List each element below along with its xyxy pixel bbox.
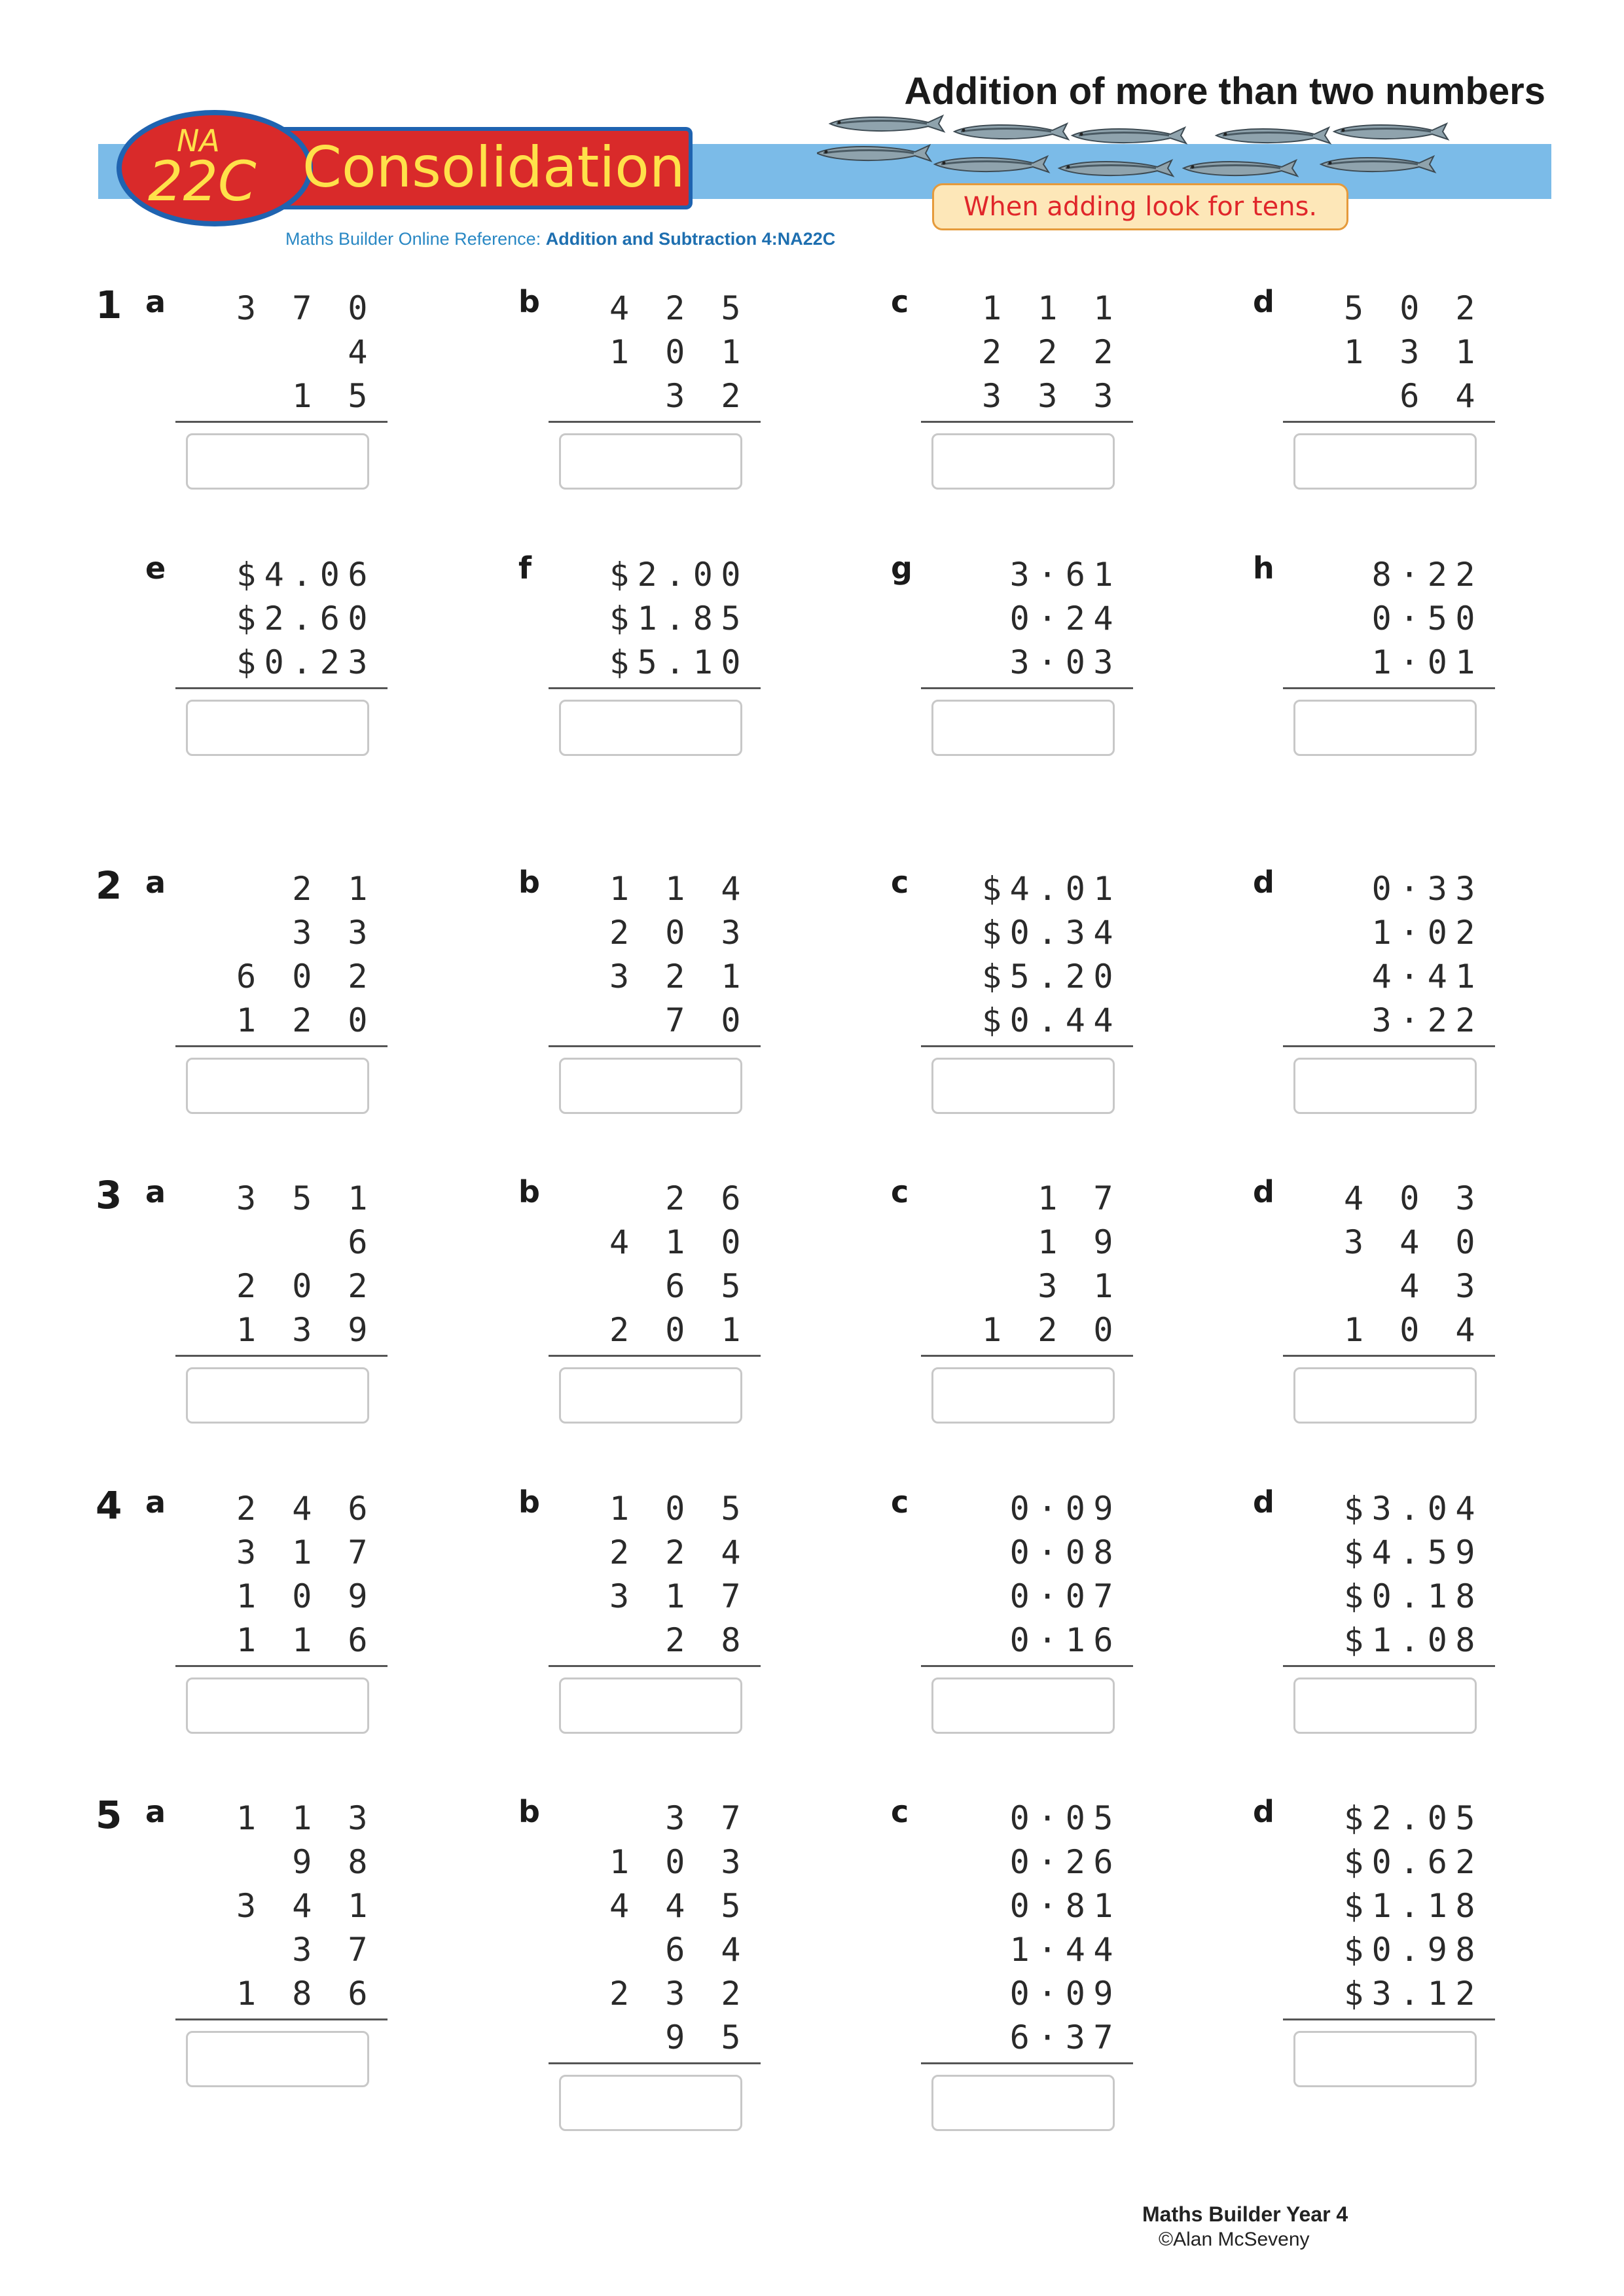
addend-line: 6 4 — [609, 1931, 749, 1969]
addend-line: $0.18 — [1343, 1577, 1483, 1615]
answer-box[interactable] — [186, 700, 369, 756]
sum-rule — [175, 2018, 388, 2020]
sum-rule — [549, 1045, 761, 1047]
problem-label: h — [1253, 550, 1274, 586]
addend-column — [175, 553, 388, 756]
addend-line: 2 2 2 — [981, 333, 1121, 371]
problem-label: c — [891, 1174, 909, 1210]
answer-box[interactable] — [559, 433, 742, 490]
problem-label: a — [145, 284, 166, 319]
addend-line: 2 1 — [236, 870, 376, 908]
addend-line: 1 1 6 — [236, 1621, 376, 1659]
addend-line: 2 4 6 — [236, 1490, 376, 1528]
addend-line: 4 2 5 — [609, 289, 749, 327]
problem-label: c — [891, 865, 909, 900]
sum-rule — [175, 1045, 388, 1047]
addend-line: 6 5 — [609, 1267, 749, 1305]
addend-line: 3 3 3 — [981, 377, 1121, 415]
page-title: Addition of more than two numbers — [904, 70, 1545, 113]
sum-rule — [175, 421, 388, 423]
addend-line: 1 0 9 — [236, 1577, 376, 1615]
addend-line: 0·09 — [1009, 1975, 1121, 2013]
addend-line: $3.12 — [1343, 1975, 1483, 2013]
answer-box[interactable] — [1293, 1677, 1477, 1734]
addend-line: $0.98 — [1343, 1931, 1483, 1969]
answer-box[interactable] — [1293, 1367, 1477, 1424]
addend-line: $3.04 — [1343, 1490, 1483, 1528]
addend-line: 1 7 — [981, 1179, 1121, 1217]
answer-box[interactable] — [559, 1367, 742, 1424]
footer-book-title: Maths Builder Year 4 — [1142, 2202, 1348, 2226]
addend-line: 5 0 2 — [1343, 289, 1483, 327]
addend-line: 1 5 — [236, 377, 376, 415]
answer-box[interactable] — [931, 1058, 1115, 1114]
addend-line: 3 2 — [609, 377, 749, 415]
answer-box[interactable] — [1293, 433, 1477, 490]
problem-label: b — [518, 865, 540, 900]
problem-label: e — [145, 550, 166, 586]
addend-line: 4·41 — [1371, 958, 1483, 996]
addend-line: 2 2 4 — [609, 1534, 749, 1571]
addend-line: 1 0 1 — [609, 333, 749, 371]
addend-line: 1 1 3 — [236, 1799, 376, 1837]
lesson-code-number: 22C — [148, 149, 257, 213]
answer-box[interactable] — [186, 1058, 369, 1114]
addend-column — [921, 1797, 1133, 2131]
addend-line: 6 0 2 — [236, 958, 376, 996]
answer-box[interactable] — [931, 2075, 1115, 2131]
problem-label: a — [145, 865, 166, 900]
addend-line: 1 0 3 — [609, 1843, 749, 1881]
answer-box[interactable] — [1293, 2031, 1477, 2087]
addend-line: 1 3 1 — [1343, 333, 1483, 371]
addend-line: 8·22 — [1371, 556, 1483, 594]
problem-label: c — [891, 284, 909, 319]
addend-line: 1 0 5 — [609, 1490, 749, 1528]
addend-column — [549, 553, 761, 756]
addend-line: 1·02 — [1371, 914, 1483, 952]
addend-line: 7 0 — [609, 1001, 749, 1039]
addend-line: $4.01 — [981, 870, 1121, 908]
addend-column — [175, 1177, 388, 1424]
tip-box: When adding look for tens. — [932, 183, 1348, 230]
addend-line: $1.85 — [609, 600, 749, 637]
addend-line: 2 0 3 — [609, 914, 749, 952]
sum-rule — [549, 687, 761, 689]
addend-line: $2.05 — [1343, 1799, 1483, 1837]
addend-line: 4 4 5 — [609, 1887, 749, 1925]
question-number: 4 — [96, 1483, 122, 1528]
problem-label: f — [518, 550, 532, 586]
addend-column — [921, 1177, 1133, 1424]
problem-label: a — [145, 1174, 166, 1210]
online-reference-topic: Addition and Subtraction 4:NA22C — [545, 229, 836, 249]
answer-box[interactable] — [559, 2075, 742, 2131]
addend-line: 6·37 — [1009, 2018, 1121, 2056]
problem-label: b — [518, 1174, 540, 1210]
addend-line: 1·01 — [1371, 643, 1483, 681]
addend-line: $4.06 — [236, 556, 376, 594]
addend-column — [1283, 1177, 1495, 1424]
sum-rule — [549, 1355, 761, 1357]
addend-column — [549, 1797, 761, 2131]
addend-line: 4 0 3 — [1343, 1179, 1483, 1217]
problem-label: c — [891, 1484, 909, 1520]
addend-line: $2.00 — [609, 556, 749, 594]
addend-line: 3 7 — [236, 1931, 376, 1969]
problem-label: b — [518, 284, 540, 319]
addend-line: 3 1 7 — [236, 1534, 376, 1571]
problem-label: d — [1253, 284, 1274, 319]
problem-label: g — [891, 550, 912, 586]
addend-column — [549, 1177, 761, 1424]
sum-rule — [921, 2062, 1133, 2064]
addend-line: 1 1 4 — [609, 870, 749, 908]
problem-label: a — [145, 1794, 166, 1829]
answer-box[interactable] — [186, 2031, 369, 2087]
addend-line: 0·50 — [1371, 600, 1483, 637]
problem-label: d — [1253, 1794, 1274, 1829]
addend-line: 1 3 9 — [236, 1311, 376, 1349]
sum-rule — [549, 2062, 761, 2064]
addend-column — [549, 287, 761, 490]
sum-rule — [1283, 1355, 1495, 1357]
addend-column — [921, 867, 1133, 1114]
addend-column — [1283, 1487, 1495, 1734]
answer-box[interactable] — [931, 1677, 1115, 1734]
problem-label: b — [518, 1484, 540, 1520]
addend-column — [921, 287, 1133, 490]
answer-box[interactable] — [559, 1058, 742, 1114]
addend-column — [175, 1487, 388, 1734]
answer-box[interactable] — [559, 1677, 742, 1734]
addend-line: 3·03 — [1009, 643, 1121, 681]
addend-line: 2 0 1 — [609, 1311, 749, 1349]
sum-rule — [549, 421, 761, 423]
addend-line: 2 6 — [609, 1179, 749, 1217]
addend-line: 0·08 — [1009, 1534, 1121, 1571]
addend-column — [175, 867, 388, 1114]
problem-label: d — [1253, 1174, 1274, 1210]
addend-line: 1 1 1 — [981, 289, 1121, 327]
addend-line: 2 0 2 — [236, 1267, 376, 1305]
addend-line: 3 1 7 — [609, 1577, 749, 1615]
addend-line: 0·24 — [1009, 600, 1121, 637]
answer-box[interactable] — [931, 700, 1115, 756]
addend-line: $4.59 — [1343, 1534, 1483, 1571]
addend-line: 3·61 — [1009, 556, 1121, 594]
question-number: 1 — [96, 283, 122, 327]
addend-column — [175, 1797, 388, 2087]
addend-line: 3 7 — [609, 1799, 749, 1837]
sum-rule — [175, 1355, 388, 1357]
addend-line: $1.18 — [1343, 1887, 1483, 1925]
sum-rule — [1283, 2018, 1495, 2020]
footer-copyright: ©Alan McSeveny — [1159, 2229, 1310, 2250]
addend-line: $1.08 — [1343, 1621, 1483, 1659]
addend-line: 1 2 0 — [981, 1311, 1121, 1349]
addend-line: $0.62 — [1343, 1843, 1483, 1881]
addend-column — [549, 1487, 761, 1734]
online-reference — [285, 229, 835, 249]
addend-line: $0.23 — [236, 643, 376, 681]
sum-rule — [921, 1665, 1133, 1667]
addend-line: 2 8 — [609, 1621, 749, 1659]
addend-line: 3 2 1 — [609, 958, 749, 996]
question-number: 5 — [96, 1793, 122, 1837]
addend-line: 1 9 — [981, 1223, 1121, 1261]
addend-line: 3 1 — [981, 1267, 1121, 1305]
addend-line: $5.20 — [981, 958, 1121, 996]
addend-line: 6 4 — [1343, 377, 1483, 415]
lesson-badge — [117, 110, 693, 228]
addend-column — [1283, 287, 1495, 490]
addend-line: 3·22 — [1371, 1001, 1483, 1039]
sum-rule — [921, 687, 1133, 689]
sum-rule — [175, 1665, 388, 1667]
addend-line: 4 1 0 — [609, 1223, 749, 1261]
answer-box[interactable] — [186, 1677, 369, 1734]
sum-rule — [1283, 687, 1495, 689]
sum-rule — [1283, 1045, 1495, 1047]
sum-rule — [921, 421, 1133, 423]
addend-line: 1 0 4 — [1343, 1311, 1483, 1349]
problem-label: d — [1253, 865, 1274, 900]
problem-label: d — [1253, 1484, 1274, 1520]
addend-line: 3 5 1 — [236, 1179, 376, 1217]
addend-line: 0·05 — [1009, 1799, 1121, 1837]
answer-box[interactable] — [931, 1367, 1115, 1424]
answer-box[interactable] — [931, 433, 1115, 490]
addend-line: $0.34 — [981, 914, 1121, 952]
addend-line: 3 4 0 — [1343, 1223, 1483, 1261]
addend-line: 4 — [236, 333, 376, 371]
addend-line: 2 3 2 — [609, 1975, 749, 2013]
lesson-code-strand: NA — [177, 123, 220, 158]
addend-line: 9 5 — [609, 2018, 749, 2056]
addend-line: 3 4 1 — [236, 1887, 376, 1925]
badge-title: Consolidation — [302, 135, 685, 200]
answer-box[interactable] — [1293, 700, 1477, 756]
addend-column — [175, 287, 388, 490]
addend-line: 0·33 — [1371, 870, 1483, 908]
addend-line: 0·81 — [1009, 1887, 1121, 1925]
addend-line: 0·07 — [1009, 1577, 1121, 1615]
addend-line: 1·44 — [1009, 1931, 1121, 1969]
addend-line: 1 8 6 — [236, 1975, 376, 2013]
sum-rule — [921, 1355, 1133, 1357]
problem-label: a — [145, 1484, 166, 1520]
sum-rule — [175, 687, 388, 689]
answer-box[interactable] — [186, 1367, 369, 1424]
addend-column — [921, 1487, 1133, 1734]
question-number: 3 — [96, 1173, 122, 1217]
addend-column — [1283, 553, 1495, 756]
addend-column — [1283, 1797, 1495, 2087]
addend-column — [921, 553, 1133, 756]
sum-rule — [549, 1665, 761, 1667]
addend-line: 0·16 — [1009, 1621, 1121, 1659]
addend-line: $2.60 — [236, 600, 376, 637]
problem-label: c — [891, 1794, 909, 1829]
addend-line: 9 8 — [236, 1843, 376, 1881]
addend-column — [1283, 867, 1495, 1114]
addend-line: 3 3 — [236, 914, 376, 952]
addend-line: $0.44 — [981, 1001, 1121, 1039]
answer-box[interactable] — [559, 700, 742, 756]
fish-illustration — [817, 108, 1471, 187]
addend-line: 0·09 — [1009, 1490, 1121, 1528]
addend-line: 1 2 0 — [236, 1001, 376, 1039]
sum-rule — [921, 1045, 1133, 1047]
problem-label: b — [518, 1794, 540, 1829]
addend-line: $5.10 — [609, 643, 749, 681]
addend-line: 0·26 — [1009, 1843, 1121, 1881]
sum-rule — [1283, 421, 1495, 423]
sum-rule — [1283, 1665, 1495, 1667]
addend-line: 6 — [236, 1223, 376, 1261]
answer-box[interactable] — [186, 433, 369, 490]
addend-column — [549, 867, 761, 1114]
answer-box[interactable] — [1293, 1058, 1477, 1114]
addend-line: 3 7 0 — [236, 289, 376, 327]
question-number: 2 — [96, 863, 122, 908]
online-reference-label: Maths Builder Online Reference: — [285, 229, 541, 249]
addend-line: 4 3 — [1343, 1267, 1483, 1305]
